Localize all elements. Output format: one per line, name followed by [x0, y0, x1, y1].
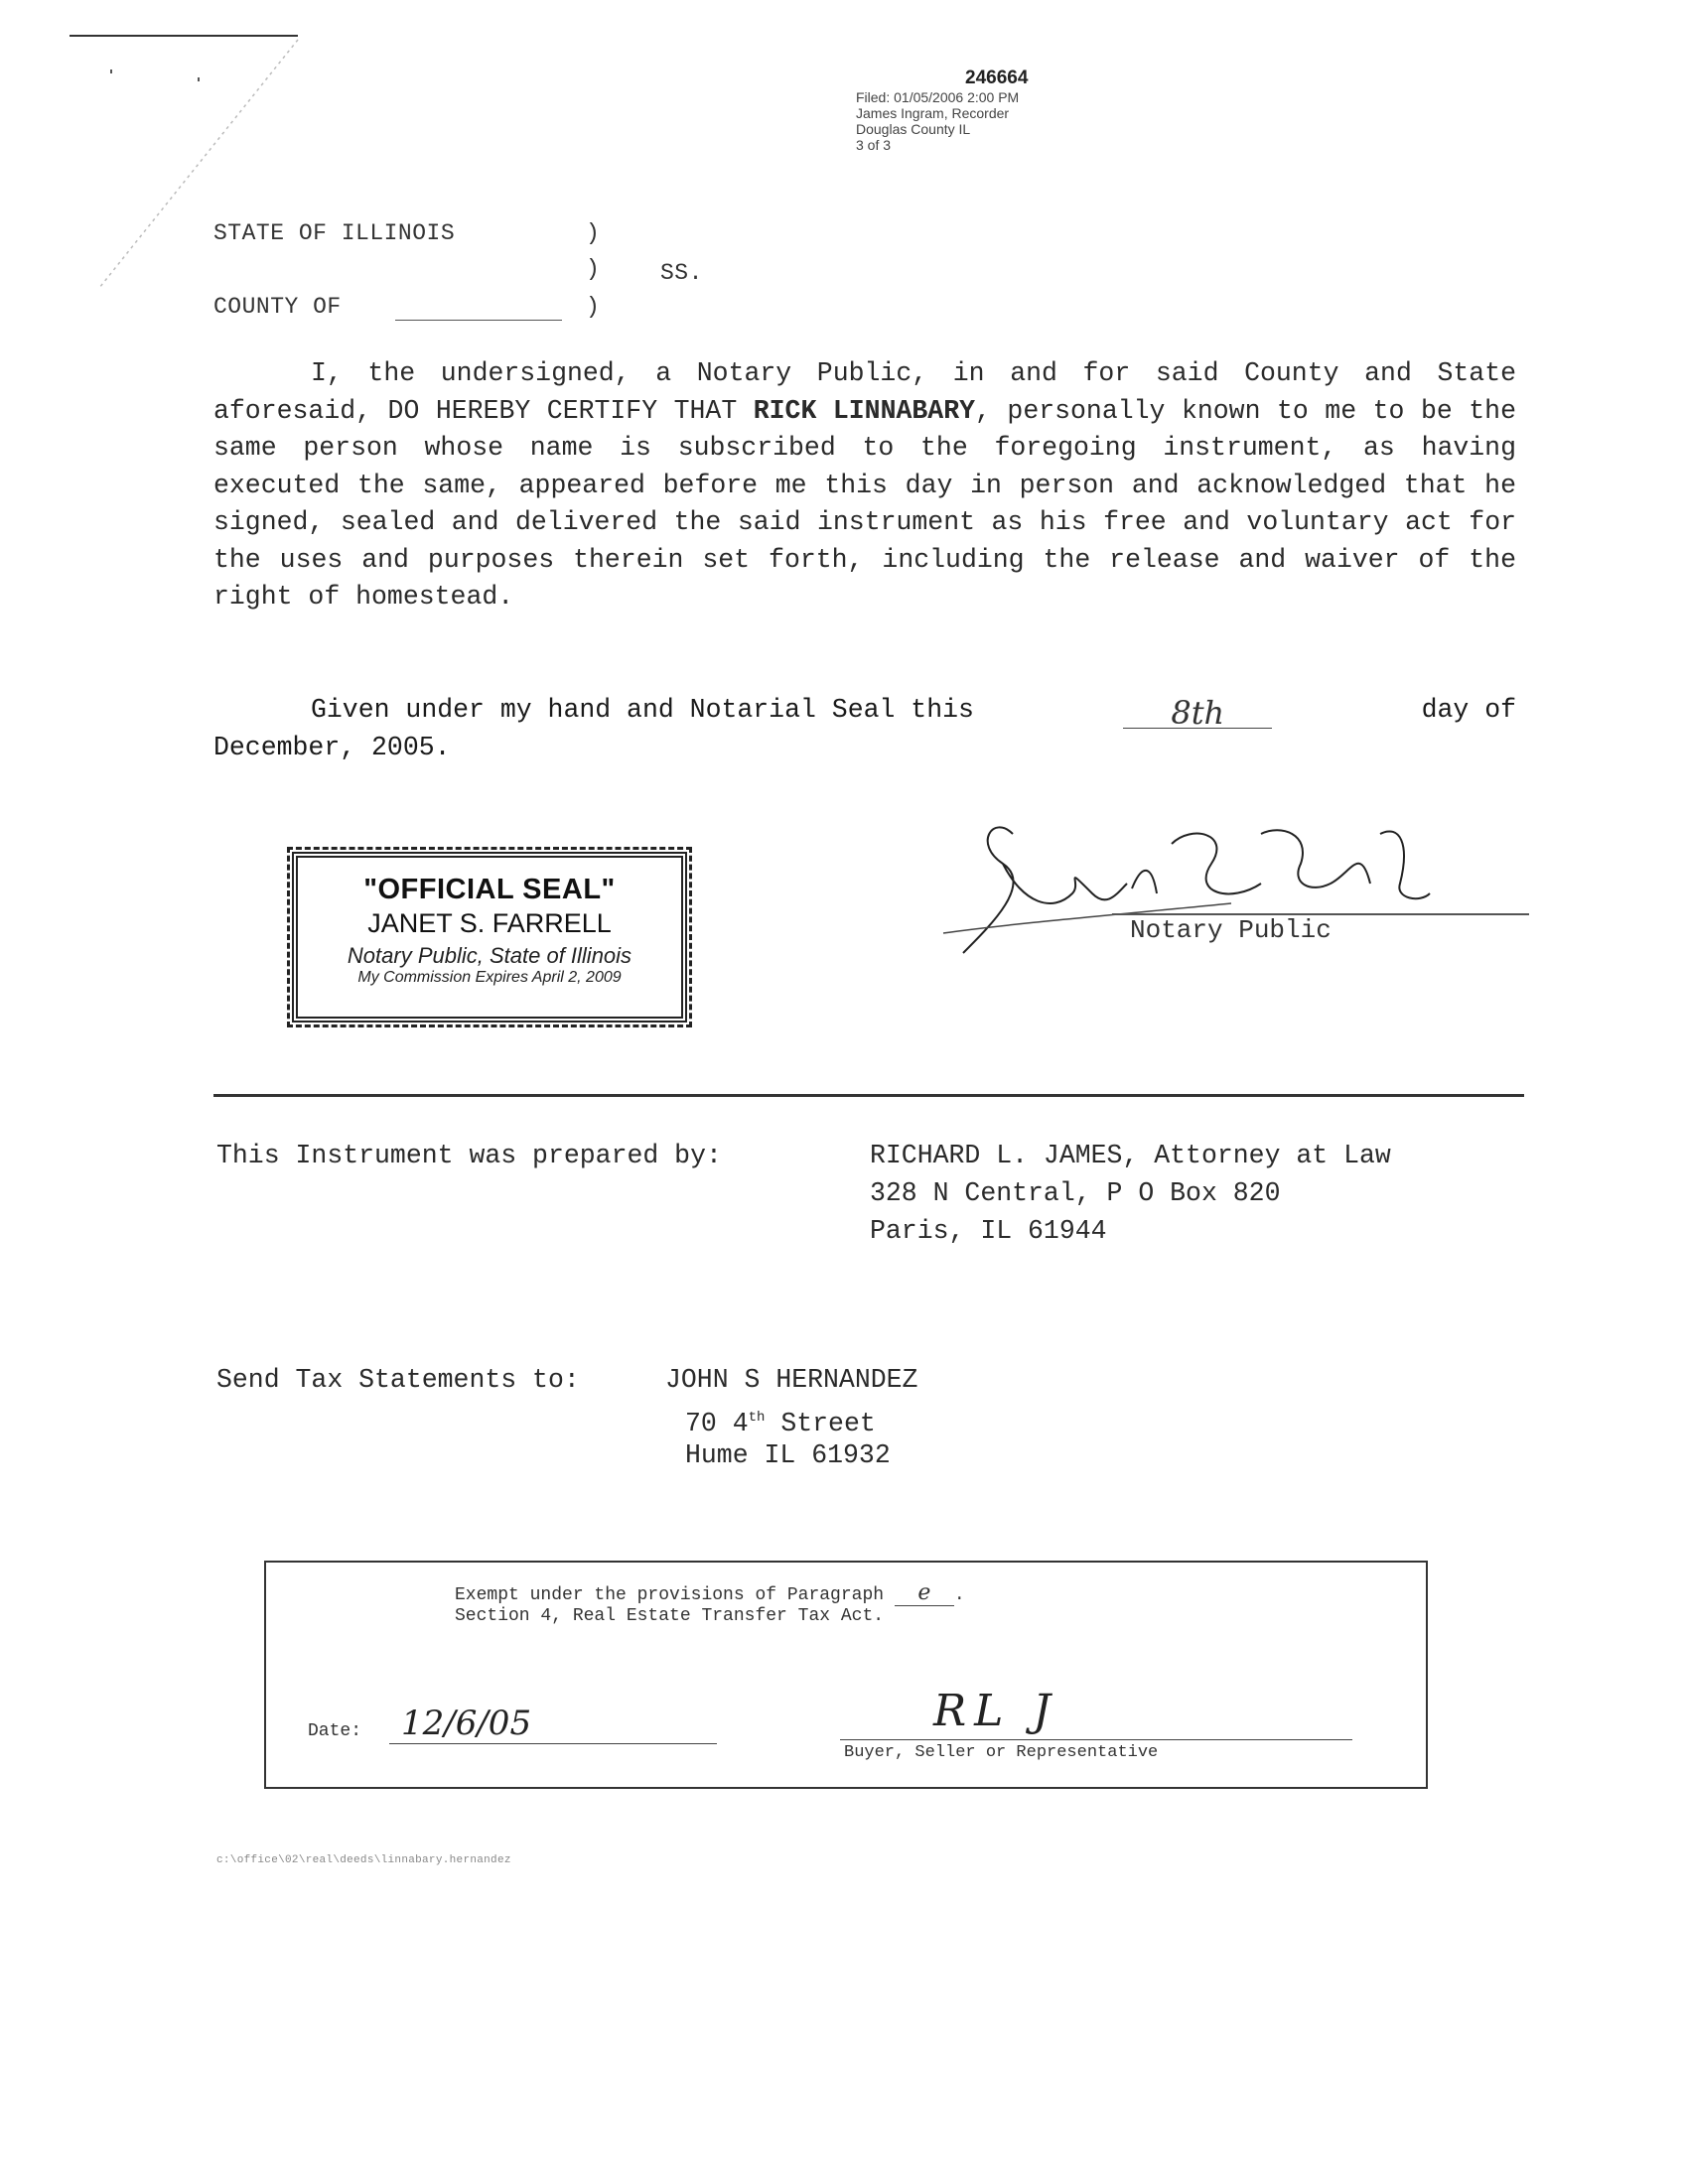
body-text-end: , personally known to me to be the same person whose name is subscribed to the foregoing instrument, as having executed the same, appeared before me this day in person and acknowledged that he signed, sealed and delivered the said instrument as his free and voluntary act for the uses and purposes therein set forth, including the release and waiver of the right of homestead. — [213, 395, 1516, 612]
caption-paren-2: ) — [586, 256, 601, 282]
filing-county: Douglas County IL — [856, 121, 971, 137]
given-date: December, 2005. — [213, 733, 451, 762]
caption-paren-1: ) — [586, 220, 601, 246]
filing-date: Filed: 01/05/2006 2:00 PM — [856, 89, 1020, 105]
given-clause — [213, 691, 1516, 766]
county-blank-line — [395, 320, 562, 321]
filing-stamp — [856, 68, 1114, 153]
tax-recipient-street: 70 4th Street — [685, 1408, 876, 1438]
document-file-path: c:\office\02\real\deeds\linnabary.hernandez — [216, 1854, 511, 1866]
filing-number: 246664 — [965, 68, 1029, 88]
exempt-date-handwritten: 12/6/05 — [389, 1704, 717, 1744]
tax-recipient-name: JOHN S HERNANDEZ — [665, 1365, 918, 1395]
given-suffix: day of — [1421, 695, 1516, 725]
certified-person-name: RICK LINNABARY — [753, 395, 975, 426]
exempt-signature-line — [840, 1739, 1352, 1740]
prepared-by-label: This Instrument was prepared by: — [216, 1141, 722, 1170]
section-divider — [213, 1094, 1524, 1097]
exempt-signature-label: Buyer, Seller or Representative — [844, 1743, 1159, 1762]
exempt-signature: RL J — [933, 1686, 1058, 1736]
caption-ss: SS. — [660, 260, 703, 286]
body-text-start: I, the undersigned, a Notary Public, in and for said County and State aforesaid, DO HEREBY CERTIFY THAT — [213, 358, 1516, 426]
exempt-line1: Exempt under the provisions of Paragraph e . — [455, 1580, 965, 1605]
exempt-line2: Section 4, Real Estate Transfer Tax Act. — [455, 1606, 885, 1626]
certification-paragraph — [213, 355, 1516, 616]
corner-scribble — [60, 30, 318, 308]
caption-paren-3: ) — [586, 294, 601, 320]
prepared-by-line3: Paris, IL 61944 — [870, 1216, 1107, 1246]
notary-label: Notary Public — [1130, 915, 1332, 945]
caption-county: COUNTY OF — [213, 294, 342, 320]
given-prefix: Given under my hand and Notarial Seal this — [311, 695, 974, 725]
exempt-date-label: Date: — [308, 1721, 362, 1741]
exempt-paragraph-handwritten: e — [895, 1580, 954, 1606]
tax-statements-label: Send Tax Statements to: — [216, 1365, 580, 1395]
filing-recorder: James Ingram, Recorder — [856, 105, 1010, 121]
notary-signature — [933, 804, 1450, 983]
caption-state: STATE OF ILLINOIS — [213, 220, 456, 246]
prepared-by-line2: 328 N Central, P O Box 820 — [870, 1178, 1281, 1208]
seal-line3: Notary Public, State of Illinois — [347, 943, 632, 968]
filing-pages: 3 of 3 — [856, 137, 892, 153]
seal-name: JANET S. FARRELL — [367, 908, 612, 938]
official-seal-stamp — [292, 852, 687, 1023]
prepared-by-line1: RICHARD L. JAMES, Attorney at Law — [870, 1141, 1391, 1170]
given-day-handwritten: 8th — [1123, 698, 1272, 729]
seal-commission: My Commission Expires April 2, 2009 — [357, 969, 622, 986]
seal-title: "OFFICIAL SEAL" — [363, 874, 616, 905]
tax-recipient-city: Hume IL 61932 — [685, 1440, 891, 1470]
